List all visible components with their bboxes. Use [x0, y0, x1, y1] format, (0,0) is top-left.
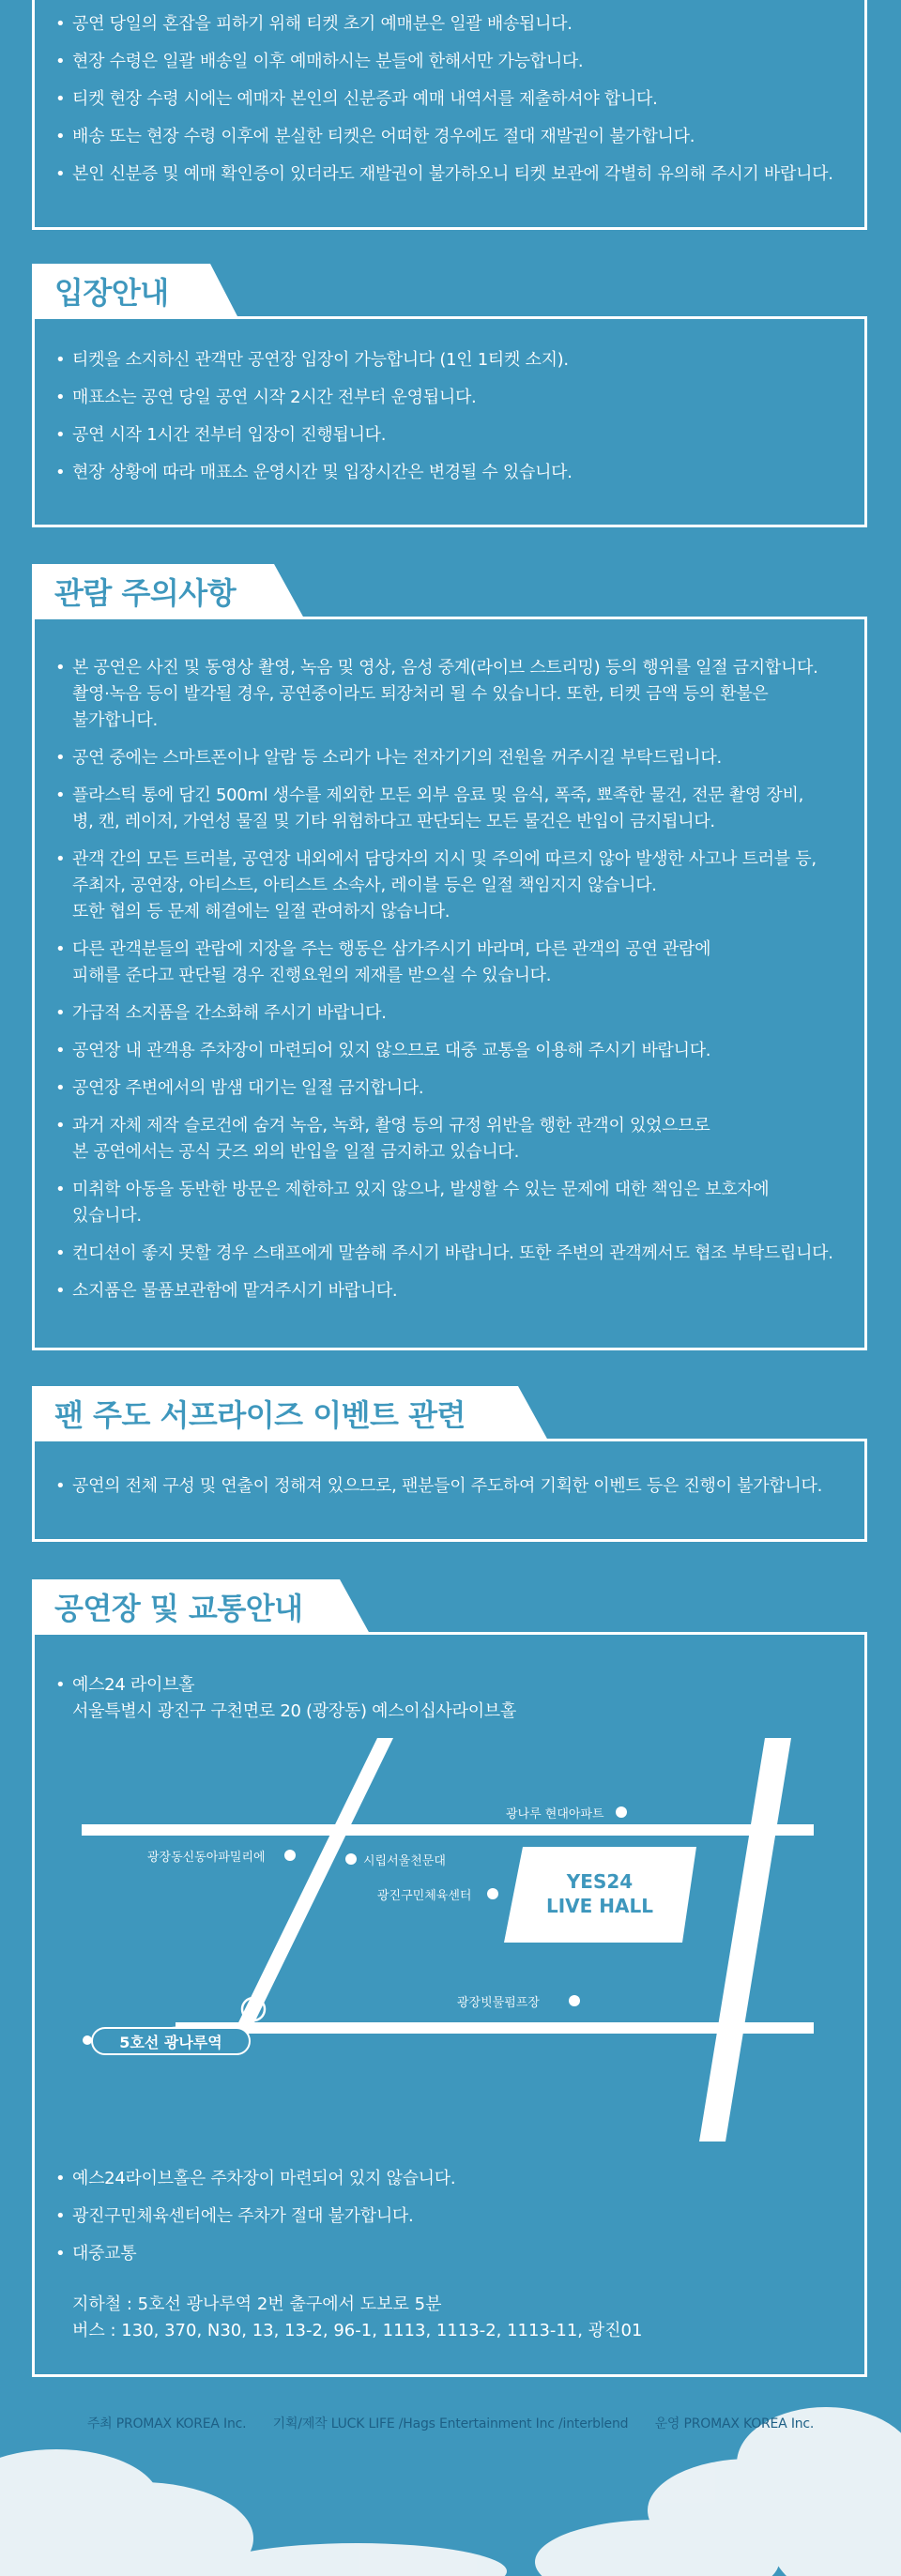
- label-dongah-apt: 광장동신동아파밀리에: [147, 1851, 266, 1865]
- note-line: • 다른 관객분들의 관람에 지장을 주는 행동은 삼가주시기 바라며, 다른 관객의 공연 관람에: [72, 939, 711, 959]
- note-line: 촬영·녹음 등이 발각될 경우, 공연중이라도 퇴장처리 될 수 있습니다. 또한, 티켓 금액 등의 환불은: [72, 684, 769, 704]
- note-line: 불가합니다.: [72, 710, 158, 730]
- entry-box: [32, 316, 867, 527]
- note-line: 또한 협의 등 문제 해결에는 일절 관여하지 않습니다.: [72, 902, 450, 922]
- footer-operation: 운영 PROMAX KOREA Inc.: [654, 2416, 815, 2431]
- note-line: • 공연 중에는 스마트폰이나 알람 등 소리가 나는 전자기기의 전원을 꺼주시길 부탁드립니다.: [72, 748, 722, 768]
- venue-title: 공연장 및 교통안내: [54, 1591, 303, 1626]
- note-line: • 현장 상황에 따라 매표소 운영시간 및 입장시간은 변경될 수 있습니다.: [72, 463, 573, 482]
- fan-title: 팬 주도 서프라이즈 이벤트 관련: [54, 1397, 466, 1433]
- note-item: [55, 385, 846, 411]
- footer-production: 기획/제작 LUCK LIFE /Hags Entertainment Inc /interblend: [272, 2416, 629, 2431]
- note-item: [55, 2203, 844, 2230]
- hall-label: [515, 1869, 684, 1918]
- note-line: • 과거 자체 제작 슬로건에 숨겨 녹음, 녹화, 촬영 등의 규정 위반을 행한 관객이 있었으므로: [72, 1116, 710, 1136]
- ticket-notes-box: [32, 0, 867, 230]
- note-line: • 소지품은 물품보관함에 맡겨주시기 바랍니다.: [72, 1281, 398, 1301]
- venue-address: 서울특별시 광진구 구천면로 20 (광장동) 예스이십사라이브홀: [72, 1701, 516, 1721]
- footer-host: 주최 PROMAX KOREA Inc.: [86, 2416, 247, 2431]
- transit-bus: 버스 : 130, 370, N30, 13, 13-2, 96-1, 1113, 1113-2, 1113-11, 광진01: [72, 2321, 643, 2340]
- note-item: [55, 846, 848, 925]
- map-station-pill: [91, 2027, 251, 2055]
- note-line: 본 공연에서는 공식 굿즈 외의 반입을 일절 금지하고 있습니다.: [72, 1142, 519, 1162]
- note-item: [55, 1038, 848, 1064]
- note-item: [55, 1075, 848, 1102]
- note-item: [55, 1000, 848, 1027]
- note-line: • 본 공연은 사진 및 동영상 촬영, 녹음 및 영상, 음성 중계(라이브 스트리밍) 등의 행위를 일절 금지합니다.: [72, 658, 818, 678]
- note-line: • 컨디션이 좋지 못할 경우 스태프에게 말씀해 주시기 바랍니다. 또한 주변의 관객께서도 협조 부탁드립니다.: [72, 1243, 833, 1263]
- hall-label-line1: YES24: [566, 1870, 634, 1893]
- note-line: • 티켓을 소지하신 관객만 공연장 입장이 가능합니다 (1인 1티켓 소지).: [72, 350, 569, 370]
- note-line: • 공연 당일의 혼잡을 피하기 위해 티켓 초기 예매분은 일괄 배송됩니다.: [72, 14, 573, 34]
- note-line: • 광진구민체육센터에는 주차가 절대 불가합니다.: [72, 2206, 414, 2226]
- note-line: 피해를 준다고 판단될 경우 진행요원의 제재를 받으실 수 있습니다.: [72, 966, 552, 985]
- note-item: [55, 49, 846, 75]
- entry-title-tab: [32, 264, 238, 318]
- note-item: [55, 1241, 848, 1267]
- venue-box: [32, 1632, 867, 2377]
- venue-address-list: [55, 1672, 848, 1725]
- note-line: • 매표소는 공연 당일 공연 시작 2시간 전부터 운영됩니다.: [72, 388, 477, 407]
- cloud-decoration: [0, 2360, 901, 2576]
- note-line: • 공연장 주변에서의 밤샘 대기는 일절 금지합니다.: [72, 1078, 424, 1098]
- note-line: • 관객 간의 모든 트러블, 공연장 내외에서 담당자의 지시 및 주의에 따르지 않아 발생한 사고나 트러블 등,: [72, 849, 817, 869]
- note-line: • 공연의 전체 구성 및 연출이 정해져 있으므로, 팬분들이 주도하여 기획한 이벤트 등은 진행이 불가합니다.: [72, 1476, 823, 1496]
- caution-list: [55, 655, 848, 1304]
- note-line: • 공연장 내 관객용 주차장이 마련되어 있지 않으므로 대중 교통을 이용해 주시기 바랍니다.: [72, 1041, 711, 1060]
- fan-list: [55, 1473, 848, 1500]
- exit-number: 2: [248, 2000, 258, 2017]
- note-line: • 티켓 현장 수령 시에는 예매자 본인의 신분증과 예매 내역서를 제출하셔야 합니다.: [72, 89, 658, 109]
- note-item: [55, 2166, 844, 2192]
- caution-box: [32, 617, 867, 1350]
- transit-details: [72, 2292, 642, 2344]
- label-sports-center: 광진구민체육센터: [377, 1889, 472, 1903]
- note-line: • 예스24라이브홀은 주차장이 마련되어 있지 않습니다.: [72, 2169, 456, 2188]
- venue-address-item: [55, 1672, 848, 1725]
- note-item: [55, 460, 846, 486]
- note-item: [55, 11, 846, 38]
- note-item: [55, 422, 846, 449]
- location-map: [35, 1738, 864, 2142]
- note-line: • 플라스틱 통에 담긴 500ml 생수를 제외한 모든 외부 음료 및 음식, 폭죽, 뾰족한 물건, 전문 촬영 장비,: [72, 785, 803, 805]
- note-item: [55, 86, 846, 113]
- station-label: 5호선 광나루역: [119, 2033, 222, 2051]
- note-line: • 가급적 소지품을 간소화해 주시기 바랍니다.: [72, 1003, 387, 1023]
- note-line: 병, 캔, 레이저, 가연성 물질 및 기타 위험하다고 판단되는 모든 물건은 반입이 금지됩니다.: [72, 812, 715, 831]
- fan-title-tab: [32, 1386, 548, 1440]
- fan-box: [32, 1439, 867, 1542]
- entry-list: [55, 347, 846, 486]
- hall-label-line2: LIVE HALL: [546, 1895, 653, 1917]
- label-observatory: 시립서울천문대: [363, 1854, 446, 1868]
- venue-notes-list: [55, 2166, 844, 2267]
- note-item: [55, 347, 846, 373]
- caution-title-tab: [32, 564, 304, 618]
- note-item: [55, 937, 848, 989]
- note-line: • 현장 수령은 일괄 배송일 이후 예매하시는 분들에 한해서만 가능합니다.: [72, 52, 584, 71]
- note-item: [55, 745, 848, 771]
- label-hyundai-apt: 광나루 현대아파트: [506, 1807, 604, 1821]
- note-line: 주최자, 공연장, 아티스트, 아티스트 소속사, 레이블 등은 일절 책임지지 않습니다.: [72, 876, 657, 895]
- note-item: [55, 1278, 848, 1304]
- note-line: • 배송 또는 현장 수령 이후에 분실한 티켓은 어떠한 경우에도 절대 재발권이 불가합니다.: [72, 127, 695, 146]
- note-item: [55, 2241, 844, 2267]
- note-item: [55, 161, 846, 188]
- venue-title-tab: [32, 1579, 370, 1634]
- note-line: • 공연 시작 1시간 전부터 입장이 진행됩니다.: [72, 425, 387, 445]
- transit-subway: 지하철 : 5호선 광나루역 2번 출구에서 도보로 5분: [72, 2294, 442, 2314]
- map-roads: [35, 1738, 864, 2142]
- caution-title: 관람 주의사항: [54, 575, 237, 611]
- note-line: • 대중교통: [72, 2244, 137, 2264]
- note-item: [55, 1113, 848, 1166]
- note-item: [55, 1473, 848, 1500]
- note-line: • 본인 신분증 및 예매 확인증이 있더라도 재발권이 불가하오니 티켓 보관에 각별히 유의해 주시기 바랍니다.: [72, 164, 833, 184]
- footer-credits: [0, 2414, 901, 2432]
- note-item: [55, 1177, 848, 1229]
- note-line: • 미취학 아동을 동반한 방문은 제한하고 있지 않으나, 발생할 수 있는 문제에 대한 책임은 보호자에: [72, 1180, 770, 1199]
- venue-name: • 예스24 라이브홀: [72, 1675, 195, 1695]
- note-line: 있습니다.: [72, 1206, 142, 1226]
- label-pump-station: 광장빗물펌프장: [457, 1996, 540, 2010]
- ticket-notes-list: [55, 11, 846, 188]
- entry-title: 입장안내: [54, 275, 169, 311]
- note-item: [55, 783, 848, 835]
- note-item: [55, 655, 848, 734]
- note-item: [55, 124, 846, 150]
